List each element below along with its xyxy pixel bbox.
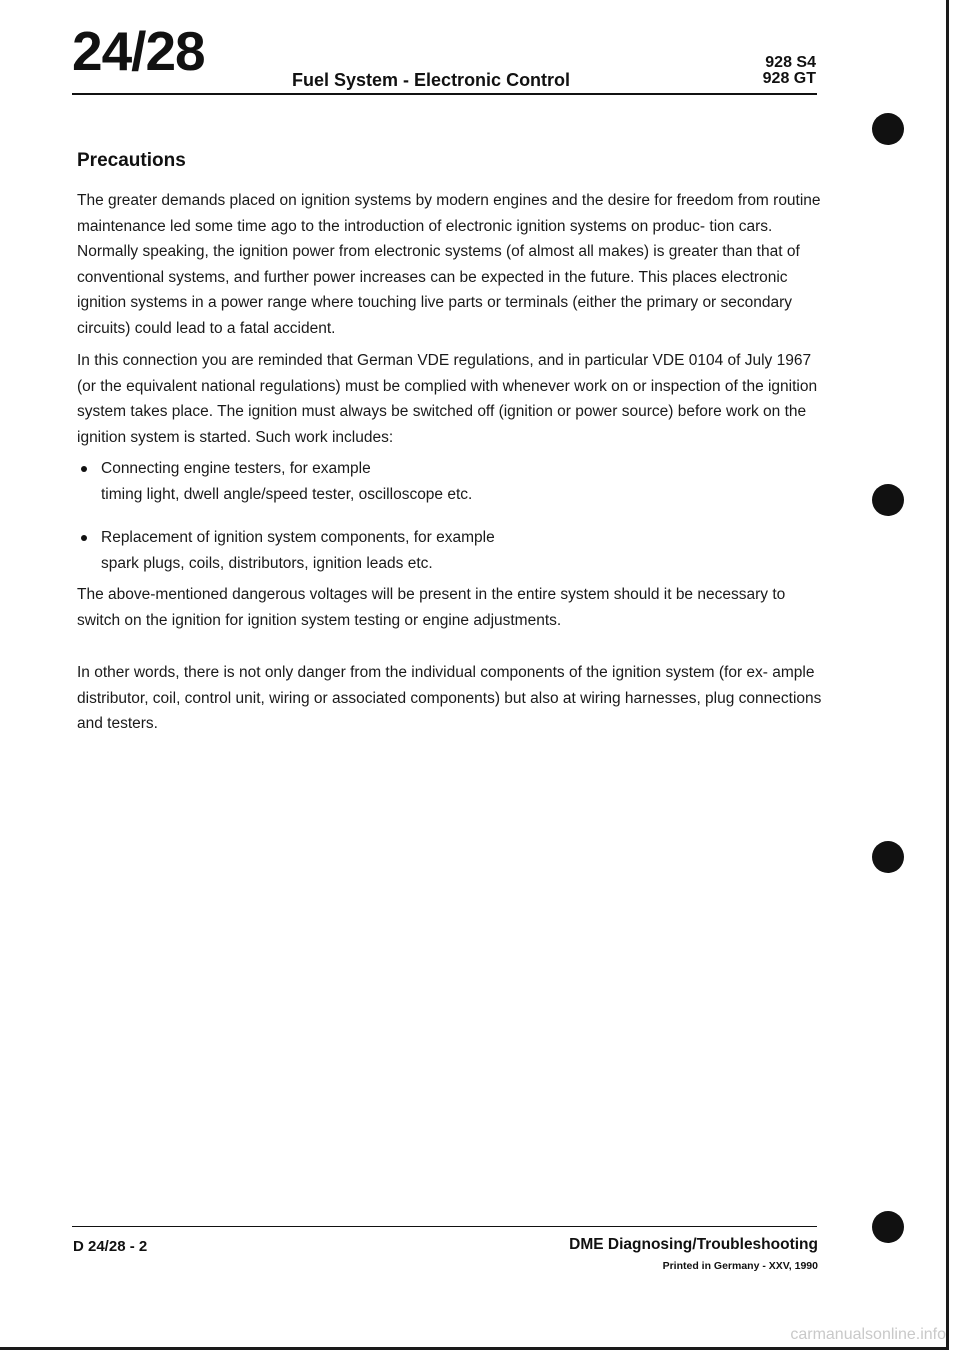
paragraph-intro: The greater demands placed on ignition systems by modern engines and the desire for freedom from routine maintenance led some time ago to the introduction of electronic ignition systems on produc- tion cars. Normally speaking, the ignition power from electronic systems (of almost all makes) is greater than that of conventional systems, and further power increases can be expected in the future. This places electronic ignition systems in a power range where touching live parts or terminals (either the primary or secondary circuits) could lead to a fatal accident.: [77, 192, 821, 337]
paragraph-danger: In other words, there is not only danger from the individual components of the ignition system (for ex- ample distributor, coil, control unit, wiring or associated components) but also at wiring harnesses, plug connections and testers.: [77, 664, 822, 732]
bullet-dot-icon: [81, 535, 87, 541]
bullet-item: [81, 456, 821, 507]
bullet-item: [81, 525, 821, 576]
binder-hole-icon: [872, 484, 904, 516]
header-title: Fuel System - Electronic Control: [292, 70, 571, 90]
footer-rule: [72, 1226, 817, 1227]
header-rule: [72, 93, 817, 95]
paragraph-voltages: The above-mentioned dangerous voltages will be present in the entire system should it be necessary to switch on the ignition for ignition system testing or engine adjustments.: [77, 586, 786, 629]
page-frame-bottom: [0, 1347, 949, 1350]
section-title: Precautions: [77, 150, 186, 171]
page-frame-right: [946, 0, 949, 1350]
watermark: carmanualsonline.info: [790, 1326, 946, 1343]
footer-page-ref: D 24/28 - 2: [73, 1238, 148, 1255]
bullet-line: timing light, dwell angle/speed tester, oscilloscope etc.: [101, 485, 473, 503]
page-number: 24/28: [72, 20, 205, 82]
footer-section: DME Diagnosing/Troubleshooting: [569, 1236, 818, 1253]
bullet-line: spark plugs, coils, distributors, ignition leads etc.: [101, 554, 433, 572]
binder-hole-icon: [872, 1211, 904, 1243]
binder-hole-icon: [872, 113, 904, 145]
bullet-line: Replacement of ignition system components, for example: [101, 529, 495, 546]
binder-hole-icon: [872, 841, 904, 873]
paragraph-regulations: In this connection you are reminded that German VDE regulations, and in particular VDE 0104 of July 1967 (or the equivalent national regulations) must be complied with whenever work on or inspection of the ignition system takes place. The ignition must always be switched off (ignition or power source) before work on the ignition system is started. Such work includes:: [77, 352, 818, 446]
model-label-gt: 928 GT: [762, 70, 816, 87]
bullet-dot-icon: [81, 466, 87, 472]
model-label-s4: 928 S4: [765, 54, 816, 71]
bullet-line: Connecting engine testers, for example: [101, 460, 371, 477]
footer-printed: Printed in Germany - XXV, 1990: [662, 1260, 818, 1272]
